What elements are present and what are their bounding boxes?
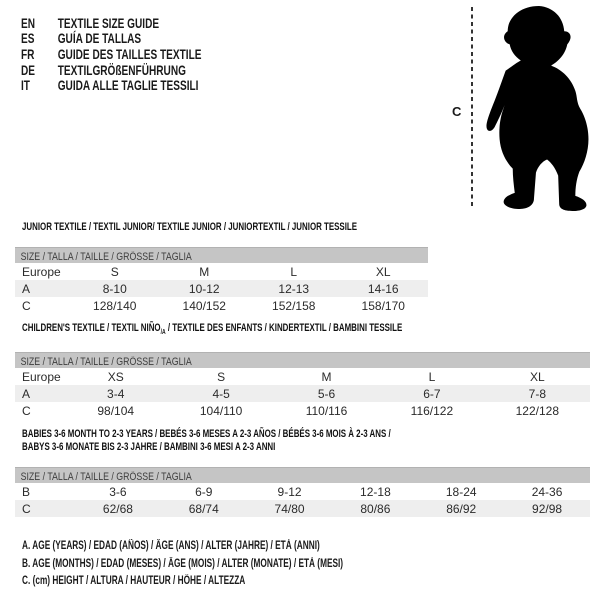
size-cell: L — [428, 369, 436, 384]
language-code: DE — [21, 61, 36, 78]
language-name: GUIDA ALLE TAGLIE TESSILI — [57, 77, 199, 94]
size-cell: 14-16 — [367, 281, 399, 296]
size-cell: 4-5 — [212, 386, 230, 401]
height-dashed-line — [470, 7, 474, 207]
language-name: GUIDE DES TAILLES TEXTILE — [57, 45, 202, 62]
size-header-text: SIZE / TALLA / TAILLE / GRÖSSE / TAGLIA — [20, 251, 192, 263]
size-cell: 80/86 — [360, 501, 391, 516]
size-cell: 104/110 — [199, 403, 243, 418]
size-header-bar — [15, 247, 428, 263]
footnotes — [22, 538, 468, 591]
size-cell: 140/152 — [182, 298, 226, 313]
table-row — [15, 263, 428, 280]
table-title — [15, 221, 428, 234]
size-cell: 122/128 — [515, 403, 560, 418]
size-cell: 3-4 — [107, 386, 125, 401]
language-name: TEXTILE SIZE GUIDE — [57, 14, 160, 31]
size-cell: 12-13 — [278, 281, 310, 296]
size-cell: 3-6 — [109, 484, 127, 499]
size-cell: 98/104 — [97, 403, 135, 418]
row-label: B — [22, 484, 31, 499]
size-cell: 18-24 — [445, 484, 477, 499]
table-title-line1: BABIES 3-6 MONTH TO 2-3 YEARS / BEBÉS 3-6 MESES A 2-3 AÑOS / BÉBÉS 3-6 MOIS À 2-3 ANS / — [22, 428, 391, 440]
size-cell: 12-18 — [360, 484, 391, 499]
size-cell: S — [217, 369, 226, 384]
size-cell: 74/80 — [274, 501, 305, 516]
table-row — [15, 297, 428, 314]
size-cell: L — [290, 264, 298, 279]
size-cell: 92/98 — [532, 501, 563, 516]
size-header-text: SIZE / TALLA / TAILLE / GRÖSSE / TAGLIA — [20, 356, 192, 369]
language-name: GUÍA DE TALLAS — [57, 30, 142, 47]
measure-label-c: C — [452, 104, 462, 119]
footnote-line: A. AGE (YEARS) / EDAD (AÑOS) / ÂGE (ANS) / ALTER (JAHRE) / ETÀ (ANNI) — [22, 540, 320, 552]
row-label: A — [22, 281, 31, 296]
table-row — [15, 385, 590, 402]
size-cell: 5-6 — [317, 386, 336, 401]
size-cell: 62/68 — [102, 501, 133, 516]
junior-table-section — [15, 221, 428, 314]
language-code: FR — [21, 45, 35, 62]
size-table — [15, 483, 590, 517]
size-header-bar — [15, 352, 590, 368]
table-row — [15, 483, 590, 500]
babies-table-section — [15, 428, 590, 517]
size-cell: 68/74 — [188, 501, 219, 516]
row-label: A — [22, 386, 31, 401]
size-cell: XL — [529, 369, 545, 384]
row-label: Europe — [22, 264, 61, 279]
size-table — [15, 263, 428, 314]
table-title-line2: BABYS 3-6 MONATE BIS 2-3 JAHRE / BAMBINI 3-6 MESI A 2-3 ANNI — [22, 441, 276, 453]
table-row — [15, 402, 590, 419]
size-cell: 110/116 — [305, 403, 348, 418]
size-cell: M — [199, 264, 210, 279]
size-cell: 128/140 — [93, 298, 137, 313]
language-code: EN — [21, 14, 36, 31]
language-code: ES — [21, 30, 35, 47]
size-cell: 10-12 — [188, 281, 220, 296]
language-row — [21, 31, 201, 47]
row-label: Europe — [22, 369, 61, 384]
size-cell: 7-8 — [528, 386, 546, 401]
size-cell: XS — [107, 369, 124, 384]
table-row — [15, 368, 590, 385]
children-table-section — [15, 322, 590, 419]
language-row — [21, 62, 201, 78]
language-code: IT — [21, 77, 30, 94]
size-cell: XL — [375, 264, 391, 279]
row-label: C — [22, 403, 31, 418]
size-cell: 24-36 — [531, 484, 563, 499]
baby-silhouette-icon — [484, 4, 596, 211]
table-title — [15, 428, 590, 454]
footnote-line: B. AGE (MONTHS) / EDAD (MESES) / ÂGE (MOIS) / ALTER (MONATE) / ETÀ (MESI) — [22, 557, 344, 570]
size-cell: 152/158 — [272, 298, 316, 313]
size-cell: S — [110, 264, 119, 279]
language-row — [21, 15, 201, 31]
size-cell: 6-9 — [195, 484, 213, 499]
row-label: C — [22, 501, 31, 516]
size-table — [15, 368, 590, 419]
size-cell: 158/170 — [361, 298, 405, 313]
size-cell: 116/122 — [410, 403, 454, 418]
language-row — [21, 46, 201, 62]
table-row — [15, 280, 428, 297]
footnote-line: C. (cm) HEIGHT / ALTURA / HAUTEUR / HÖHE / ALTEZZA — [22, 575, 246, 587]
size-cell: 9-12 — [277, 484, 302, 499]
language-row — [21, 77, 201, 93]
table-title-text: JUNIOR TEXTILE / TEXTIL JUNIOR/ TEXTILE JUNIOR / JUNIORTEXTIL / JUNIOR TESSILE — [22, 221, 358, 233]
size-cell: M — [321, 369, 332, 384]
table-title-text: CHILDREN'S TEXTILE / TEXTIL $NIÑO_{/A}$ / TEXTILE DES ENFANTS / KINDERTEXTIL / BAMBINI TESSILE — [22, 322, 403, 337]
table-title — [15, 322, 590, 339]
size-cell: 6-7 — [423, 386, 441, 401]
language-name: TEXTILGRÖßENFÜHRUNG — [57, 61, 186, 78]
row-label: C — [22, 298, 31, 313]
table-row — [15, 500, 590, 517]
size-header-bar — [15, 467, 590, 483]
language-guide — [21, 15, 201, 93]
size-header-text: SIZE / TALLA / TAILLE / GRÖSSE / TAGLIA — [20, 471, 192, 483]
size-cell: 86/92 — [446, 501, 477, 516]
size-cell: 8-10 — [102, 281, 127, 296]
